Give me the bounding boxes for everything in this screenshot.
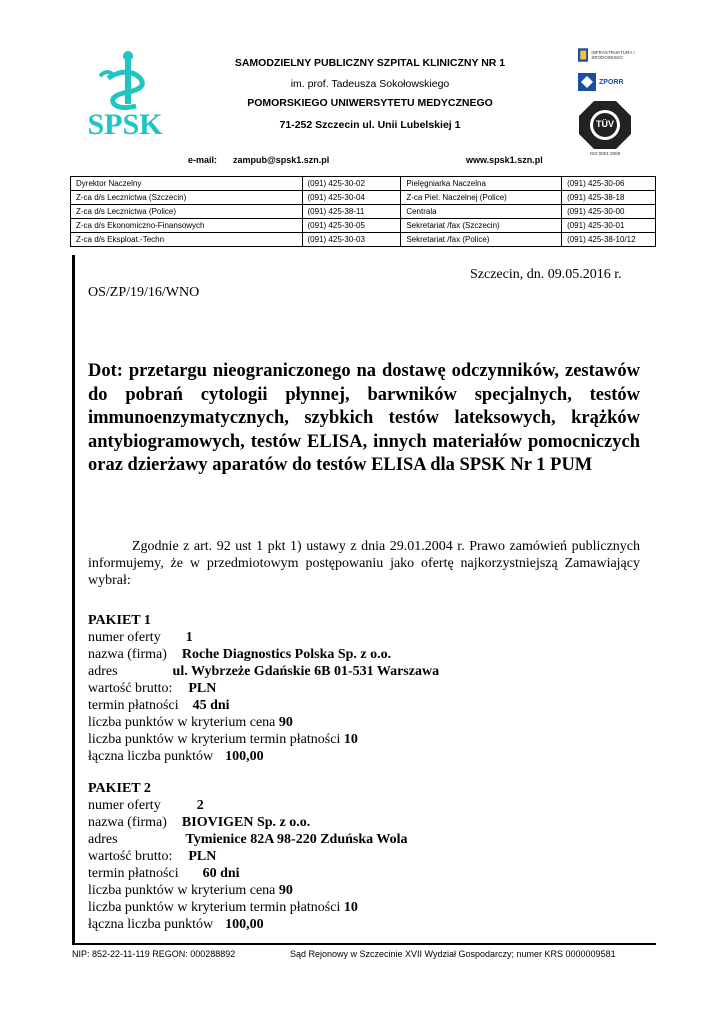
left-margin-rule [72,255,75,945]
contact-row [71,233,656,247]
contact-phone: (091) 425-38-10/12 [562,233,656,247]
contact-row [71,205,656,219]
company-address: Tymienice 82A 98-220 Zduńska Wola [185,832,408,847]
letter-intro: Zgodnie z art. 92 ust 1 pkt 1) ustawy z dnia 29.01.2004 r. Prawo zamówień publicznych informujemy, że w przedmiotowym postępowaniu jako ofertę najkorzystniejszą Zamawiający wybrał: [88,539,640,588]
points-price: 90 [278,883,293,898]
email-label: e-mail: [188,155,218,165]
contact-row [71,177,656,191]
pakiet-title: PAKIET 1 [88,613,151,628]
contacts-table [70,176,656,247]
gross-value: PLN [188,849,217,864]
contact-phone: (091) 425-38-11 [302,205,401,219]
contact-phone: (091) 425-30-02 [302,177,401,191]
website-link[interactable]: www.spsk1.szn.pl [466,155,543,165]
contact-role: Dyrektor Naczelny [71,177,303,191]
iso-label: ISO 9001:2008 [589,151,621,156]
tuv-seal: TÜV [578,100,632,150]
contact-role: Z-ca Piel. Naczelnej (Police) [401,191,562,205]
zporr-icon [578,73,596,91]
contact-phone: (091) 425-30-06 [562,177,656,191]
hospital-patron: im. prof. Tadeusza Sokołowskiego [290,78,450,90]
points-payment: 10 [343,732,358,747]
contact-role: Z-ca d/s Ekonomiczno-Finansowych [71,219,303,233]
points-payment: 10 [343,900,358,915]
footer-tax-ids: NIP: 852-22-11-119 REGON: 000288892 [72,949,236,959]
contact-phone: (091) 425-38-18 [562,191,656,205]
company-name: Roche Diagnostics Polska Sp. z o.o. [181,647,392,662]
footer-court-register: Sąd Rejonowy w Szczecinie XVII Wydział Gospodarczy; numer KRS 0000009581 [290,949,616,959]
gross-value: PLN [188,681,217,696]
eu-infrastructure-badge: INFRASTRUKTURA I ŚRODOWISKO [578,44,648,66]
contact-role: Centrala [401,205,562,219]
contact-row [71,191,656,205]
contact-role: Z-ca d/s Lecznictwa (Police) [71,205,303,219]
company-name: BIOVIGEN Sp. z o.o. [181,815,311,830]
contact-phone: (091) 425-30-04 [302,191,401,205]
hospital-logo [78,48,173,140]
total-points: 100,00 [225,917,264,932]
contact-role: Sekretariat /fax (Szczecin) [401,219,562,233]
letter-subject: Dot: przetargu nieograniczonego na dostawę odczynników, zestawów do pobrań cytologii płynnej, barwników specjalnych, testów immunoenzymatycznych, szybkich testów lateksowych, krążków antybiogramowych, testów ELISA, innych materiałów pomocniczych oraz dzierżawy aparatów do testów ELISA dla SPSK Nr 1 PUM [88,361,640,475]
payment-term: 45 dni [192,698,230,713]
hospital-name: SAMODZIELNY PUBLICZNY SZPITAL KLINICZNY NR 1 [234,57,506,69]
pakiet-2: PAKIET 2 numer oferty 2 nazwa (firma) BIOVIGEN Sp. z o.o. adres Tymienice 82A 98-220 Zduńska Wola wartość brutto: PLN termin płatności 60 dni liczba punktów w kryterium cena 90 liczba punktów w kryterium termin płatności 10 łączna liczba punktów 100,00 [88,781,408,932]
offer-number: 1 [185,630,193,645]
letter-date: Szczecin, dn. 09.05.2016 r. [470,267,622,282]
pakiet-1: PAKIET 1 numer oferty 1 nazwa (firma) Roche Diagnostics Polska Sp. z o.o. adres ul. Wybrzeże Gdańskie 6B 01-531 Warszawa wartość brutto: PLN termin płatności 45 dni liczba punktów w kryterium cena 90 liczba punktów w kryterium termin płatności 10 łączna liczba punktów 100,00 [88,613,440,764]
letter-reference: OS/ZP/19/16/WNO [88,285,200,300]
zporr-badge: ZPORR [578,70,648,94]
offer-number: 2 [196,798,204,813]
footer-rule [72,943,656,945]
contact-role: Sekretariat /fax (Police) [401,233,562,247]
contact-row [71,219,656,233]
contact-role: Pielęgniarka Naczelna [401,177,562,191]
eu-flag-icon [578,46,588,64]
hospital-address: 71-252 Szczecin ul. Unii Lubelskiej 1 [279,119,461,131]
email-link[interactable]: zampub@spsk1.szn.pl [233,155,330,165]
points-price: 90 [278,715,293,730]
pakiet-title: PAKIET 2 [88,781,151,796]
contact-phone: (091) 425-30-00 [562,205,656,219]
contact-phone: (091) 425-30-01 [562,219,656,233]
contact-role: Z-ca d/s Lecznictwa (Szczecin) [71,191,303,205]
certification-badges [578,44,648,156]
payment-term: 60 dni [202,866,240,881]
contact-role: Z-ca d/s Eksploat.-Techn [71,233,303,247]
total-points: 100,00 [225,749,264,764]
contact-phone: (091) 425-30-03 [302,233,401,247]
contact-phone: (091) 425-30-05 [302,219,401,233]
svg-text:SPSK: SPSK [87,108,163,140]
university-name: POMORSKIEGO UNIWERSYTETU MEDYCZNEGO [247,97,493,109]
company-address: ul. Wybrzeże Gdańskie 6B 01-531 Warszawa [172,664,440,679]
